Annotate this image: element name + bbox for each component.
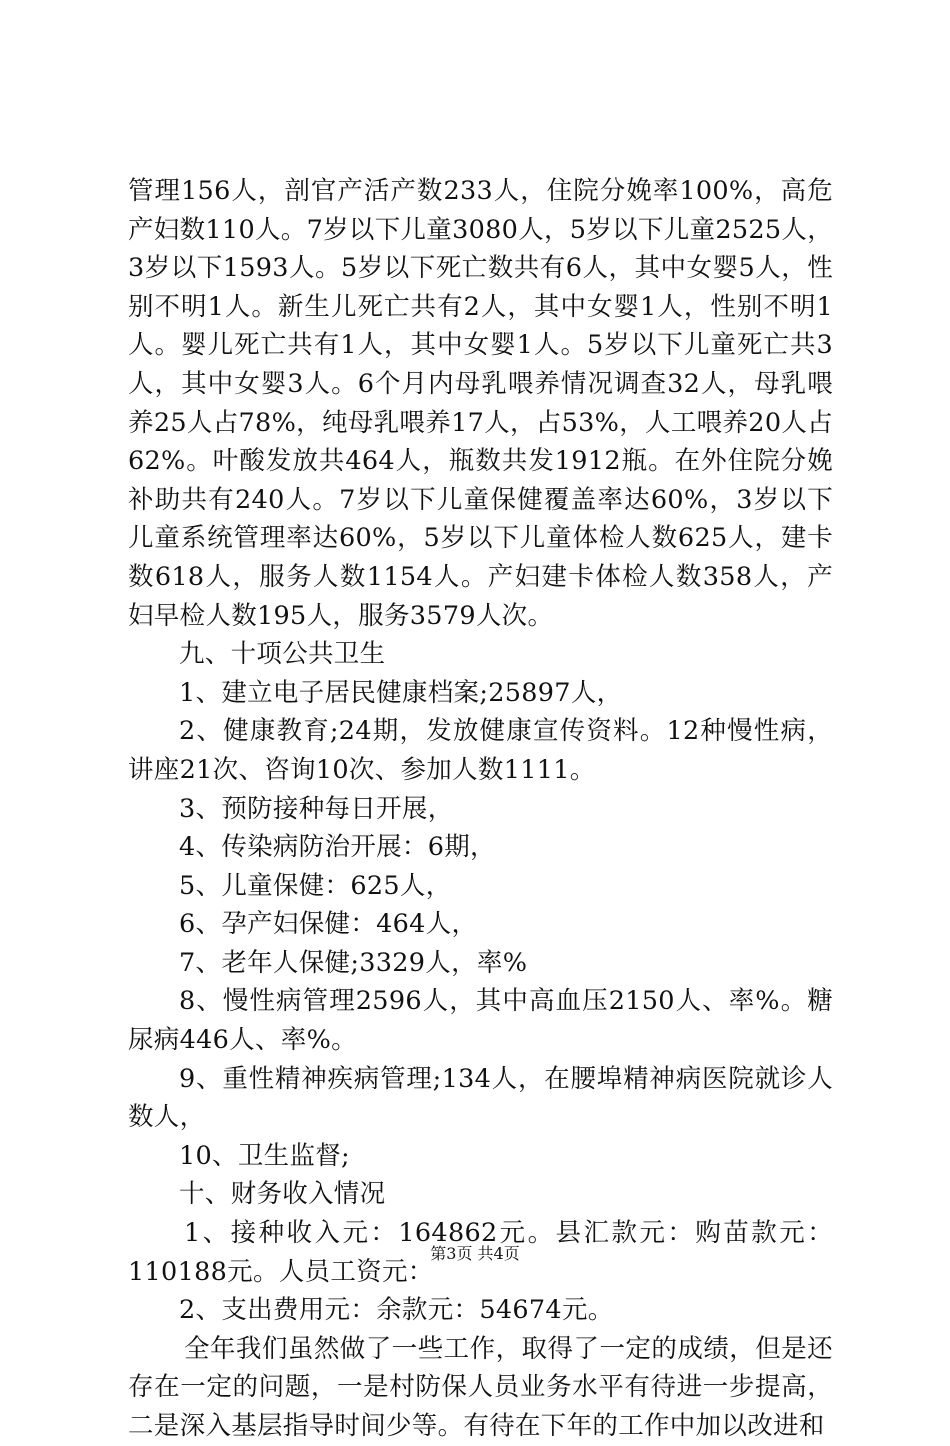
list-item-health-education: 2、健康教育;24期，发放健康宣传资料。12种慢性病，讲座21次、咨询10次、参加人数1111。 [128, 716, 833, 785]
list-item-expenses: 2、支出费用元：余款元：54674元。 [179, 1295, 614, 1326]
list-item-health-records: 1、建立电子居民健康档案;25897人， [179, 677, 623, 708]
list-item-elderly-health: 7、老年人保健;3329人，率% [179, 947, 528, 978]
list-item-maternal-health: 6、孕产妇保健：464人， [179, 909, 478, 940]
list-item-vaccination: 3、预防接种每日开展， [179, 793, 454, 824]
list-item-child-health: 5、儿童保健：625人， [179, 870, 452, 901]
page-number-label: 第3页 共4页 [430, 1244, 520, 1263]
section-heading-finance: 十、财务收入情况 [179, 1179, 386, 1210]
page-footer [0, 1244, 950, 1264]
paragraph-summary: 全年我们虽然做了一些工作，取得了一定的成绩，但是还存在一定的问题，一是村防保人员业务水平有待进一步提高，二是深入基层指导时间少等。有待在下年的工作中加以改进和 [128, 1333, 833, 1441]
list-item-vaccination-income: 1、接种收入元：164862元。县汇款元：购苗款元：110188元。人员工资元： [128, 1218, 833, 1287]
list-item-chronic-disease: 8、慢性病管理2596人，其中高血压2150人、率%。糖尿病446人、率%。 [128, 986, 833, 1056]
list-item-infectious-disease: 4、传染病防治开展：6期， [179, 832, 496, 863]
paragraph-statistics: 管理156人，剖官产活产数233人，住院分娩率100%，高危产妇数110人。7岁以下儿童3080人，5岁以下儿童2525人，3岁以下1593人。5岁以下死亡数共有6人，其中女婴5人，性别不明1人。新生儿死亡共有2人，其中女婴1人，性别不明1人。婴儿死亡共有1人，其中女婴1人。5岁以下儿童死亡共3人，其中女婴3人。6个月内母乳喂养情况调查32人，母乳喂养25人占78%，纯母乳喂养17人，占53%，人工喂养20人占62%。叶酸发放共464人，瓶数共发1912瓶。在外住院分娩补助共有240人。7岁以下儿童保健覆盖率达60%，3岁以下儿童系统管理率达60%，5岁以下儿童体检人数625人，建卡数618人，服务人数1154人。产妇建卡体检人数358人，产妇早检人数195人，服务3579人次。 [128, 176, 834, 631]
list-item-health-supervision: 10、卫生监督; [179, 1140, 350, 1171]
list-item-mental-illness: 9、重性精神疾病管理;134人，在腰埠精神病医院就诊人数人， [128, 1063, 833, 1133]
section-heading-public-health: 九、十项公共卫生 [179, 639, 386, 670]
